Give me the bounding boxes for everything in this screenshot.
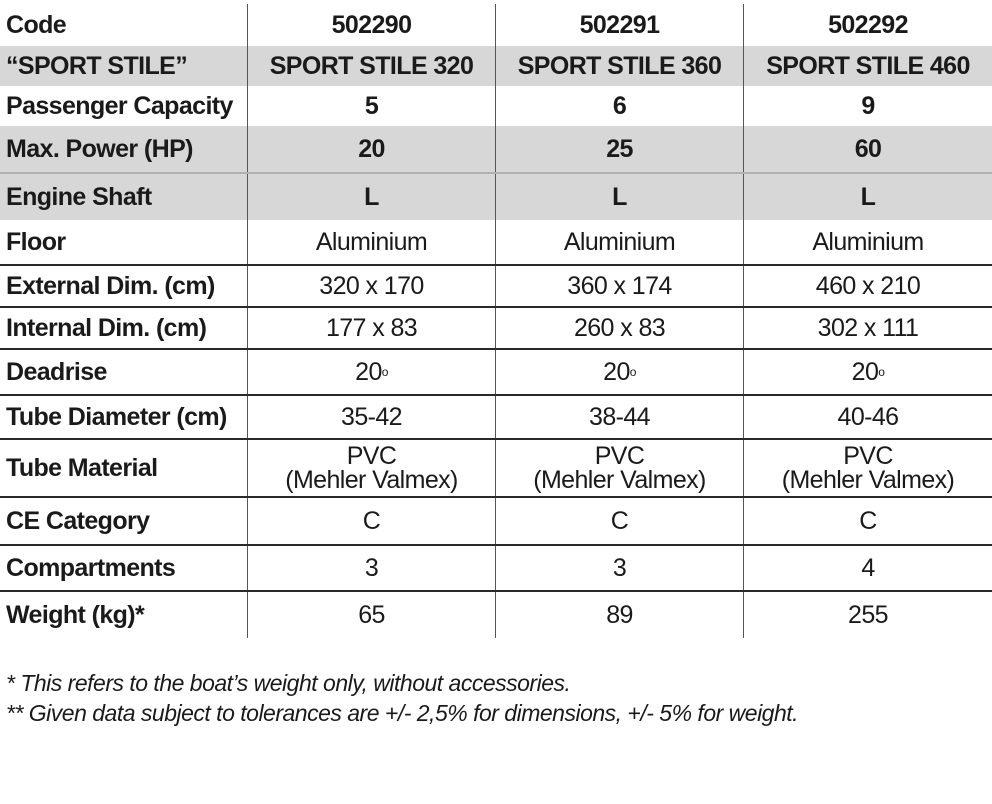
tube-material-line2: (Mehler Valmex) — [533, 466, 706, 494]
engine-shaft-cell-1: L — [248, 174, 496, 220]
tube-material-line1: PVC — [594, 442, 645, 470]
code-cell-1: 502290 — [248, 4, 496, 46]
internal-dim-cell-1: 177 x 83 — [248, 308, 496, 348]
table-row-weight — [0, 592, 992, 638]
table-row-engine-shaft — [0, 172, 992, 220]
row-label-passenger-capacity: Passenger Capacity — [0, 86, 248, 126]
internal-dim-cell-2: 260 x 83 — [496, 308, 744, 348]
ce-category-cell-3: C — [859, 506, 877, 535]
deadrise-cell-2 — [496, 350, 744, 394]
tube-diameter-cell-3: 40-46 — [837, 402, 899, 431]
model-cell-2: SPORT STILE 360 — [496, 46, 744, 86]
max-power-cell-2: 25 — [496, 126, 744, 172]
compartments-cell-2: 3 — [496, 546, 744, 590]
compartments-cell-1: 3 — [248, 546, 496, 590]
floor-cell-3: Aluminium — [812, 227, 924, 256]
deadrise-cell-3 — [744, 350, 992, 394]
max-power-cell-3: 60 — [854, 134, 882, 163]
row-label-weight: Weight (kg)* — [0, 592, 248, 638]
tube-material-line2: (Mehler Valmex) — [781, 466, 955, 494]
spec-table — [0, 4, 992, 638]
tube-material-cell-2 — [496, 440, 744, 496]
model-cell-3: SPORT STILE 460 — [766, 51, 970, 80]
deadrise-cell-1 — [248, 350, 496, 394]
row-label-deadrise: Deadrise — [0, 350, 248, 394]
table-row-tube-diameter — [0, 396, 992, 440]
compartments-cell-3: 4 — [861, 553, 875, 582]
table-row-floor — [0, 220, 992, 266]
ce-category-cell-1: C — [248, 498, 496, 544]
engine-shaft-cell-2: L — [496, 174, 744, 220]
deadrise-value-2: 20 — [603, 357, 630, 386]
row-label-max-power: Max. Power (HP) — [0, 126, 248, 172]
degree-mark: o — [629, 365, 636, 379]
tube-diameter-cell-1: 35-42 — [248, 396, 496, 438]
weight-cell-3: 255 — [848, 600, 888, 629]
ce-category-cell-2: C — [496, 498, 744, 544]
external-dim-cell-3: 460 x 210 — [815, 271, 921, 300]
deadrise-value-1: 20 — [355, 357, 382, 386]
table-row-tube-material — [0, 440, 992, 498]
table-row-compartments — [0, 546, 992, 592]
model-cell-1: SPORT STILE 320 — [248, 46, 496, 86]
weight-cell-1: 65 — [248, 592, 496, 638]
passenger-capacity-cell-2: 6 — [496, 86, 744, 126]
code-cell-3: 502292 — [828, 10, 908, 39]
tube-material-cell-3 — [744, 440, 992, 496]
degree-mark: o — [878, 365, 885, 379]
table-row-passenger-capacity — [0, 86, 992, 126]
row-label-code: Code — [0, 4, 248, 46]
degree-mark: o — [381, 365, 388, 379]
row-label-tube-material: Tube Material — [0, 440, 248, 496]
footnote-weight: * This refers to the boat’s weight only, without accessories. — [6, 670, 571, 696]
deadrise-value-3: 20 — [851, 357, 879, 386]
footnote-tolerances: ** Given data subject to tolerances are +/- 2,5% for dimensions, +/- 5% for weight. — [6, 700, 799, 726]
row-label-model: “SPORT STILE” — [0, 46, 248, 86]
table-row-max-power — [0, 126, 992, 172]
external-dim-cell-2: 360 x 174 — [496, 266, 744, 306]
row-label-floor: Floor — [0, 220, 248, 264]
internal-dim-cell-3: 302 x 111 — [817, 313, 919, 342]
table-row-internal-dim — [0, 308, 992, 350]
table-row-deadrise — [0, 350, 992, 396]
floor-cell-2: Aluminium — [496, 220, 744, 264]
table-row-ce-category — [0, 498, 992, 546]
floor-cell-1: Aluminium — [248, 220, 496, 264]
tube-material-cell-1 — [248, 440, 496, 496]
passenger-capacity-cell-1: 5 — [248, 86, 496, 126]
tube-material-line1: PVC — [843, 442, 893, 470]
row-label-compartments: Compartments — [0, 546, 248, 590]
table-row-code — [0, 4, 992, 46]
table-row-model — [0, 46, 992, 86]
engine-shaft-cell-3: L — [860, 182, 876, 211]
row-label-internal-dim: Internal Dim. (cm) — [0, 308, 248, 348]
passenger-capacity-cell-3: 9 — [861, 91, 875, 120]
footnotes — [6, 668, 798, 728]
row-label-engine-shaft: Engine Shaft — [0, 174, 248, 220]
tube-material-line1: PVC — [346, 442, 397, 470]
weight-cell-2: 89 — [496, 592, 744, 638]
tube-material-line2: (Mehler Valmex) — [285, 466, 458, 494]
table-row-external-dim — [0, 266, 992, 308]
max-power-cell-1: 20 — [248, 126, 496, 172]
external-dim-cell-1: 320 x 170 — [248, 266, 496, 306]
tube-diameter-cell-2: 38-44 — [496, 396, 744, 438]
row-label-tube-diameter: Tube Diameter (cm) — [0, 396, 248, 438]
row-label-ce-category: CE Category — [0, 498, 248, 544]
code-cell-2: 502291 — [496, 4, 744, 46]
row-label-external-dim: External Dim. (cm) — [0, 266, 248, 306]
